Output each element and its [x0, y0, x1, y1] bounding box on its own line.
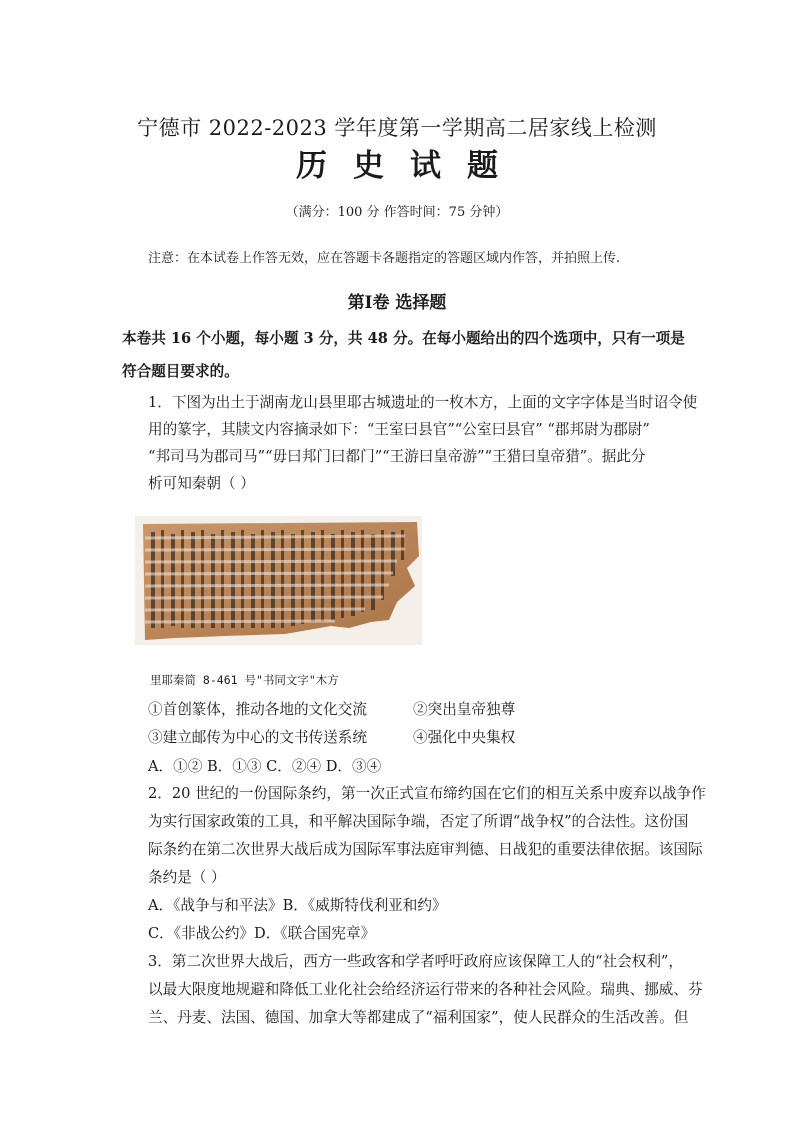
q1-option-1: ①首创篆体，推动各地的文化交流 [148, 701, 367, 718]
q1-option-2: ②突出皇帝独尊 [413, 701, 516, 718]
q1-line3: “邦司马为郡司马”“毋曰邦门曰都门”“王游曰皇帝游”“王猎曰皇帝猎”。据此分 [148, 448, 646, 465]
section-title: 第Ⅰ卷 选择题 [347, 293, 447, 313]
q1-option-4: ④强化中央集权 [413, 729, 516, 746]
section-instructions-line2: 符合题目要求的。 [122, 363, 239, 380]
q1-line4: 析可知秦朝（ ） [148, 475, 255, 492]
q1-line2: 用的篆字，其牍文内容摘录如下：“王室曰县官”“公室曰县官” “郡邦尉为郡尉” [148, 421, 650, 438]
q3-line3: 兰、丹麦、法国、德国、加拿大等都建成了“福利国家”，使人民群众的生活改善。但 [148, 1009, 689, 1026]
subject-title: 历史试题 [296, 148, 524, 184]
q3-line1: 3．第二次世界大战后，西方一些政客和学者呼吁政府应该保障工人的“社会权利”， [148, 953, 683, 970]
exam-title: 宁德市 2022-2023 学年度第一学期高二居家线上检测 [137, 116, 657, 140]
q2-line1: 2．20 世纪的一份国际条约，第一次正式宣布缔约国在它们的相互关系中废弃以战争作 [148, 785, 706, 802]
q2-line4: 条约是（ ） [148, 869, 226, 886]
q2-choices-2: C．《非战公约》D．《联合国宪章》 [148, 925, 376, 942]
q3-line2: 以最大限度地规避和降低工业化社会给经济运行带来的各种社会风险。瑞典、挪威、芬 [148, 981, 703, 998]
section-instructions-line1: 本卷共 16 个小题，每小题 3 分，共 48 分。在每小题给出的四个选项中，只有一项是 [122, 330, 685, 347]
q2-choices-1: A．《战争与和平法》B．《威斯特伐利亚和约》 [148, 897, 447, 914]
q1-line1: 1．下图为出土于湖南龙山县里耶古城遗址的一枚木方，上面的文字字体是当时诏令使 [148, 394, 698, 411]
wooden-slip-image [135, 516, 422, 645]
exam-notice: 注意：在本试卷上作答无效，应在答题卡各题指定的答题区域内作答，并拍照上传. [148, 251, 621, 266]
q2-line3: 际条约在第二次世界大战后成为国际军事法庭审判德、日战犯的重要法律依据。该国际 [148, 841, 703, 858]
q1-option-3: ③建立邮传为中心的文书传送系统 [148, 729, 367, 746]
q2-line2: 为实行国家政策的工具，和平解决国际争端，否定了所谓“战争权”的合法性。这份国 [148, 813, 689, 830]
exam-meta: （满分：100 分 作答时间：75 分钟） [285, 205, 509, 220]
q1-choices: A．①② B．①③ C．②④ D．③④ [148, 758, 382, 775]
image-caption: 里耶秦简 8-461 号"书同文字"木方 [150, 673, 339, 687]
